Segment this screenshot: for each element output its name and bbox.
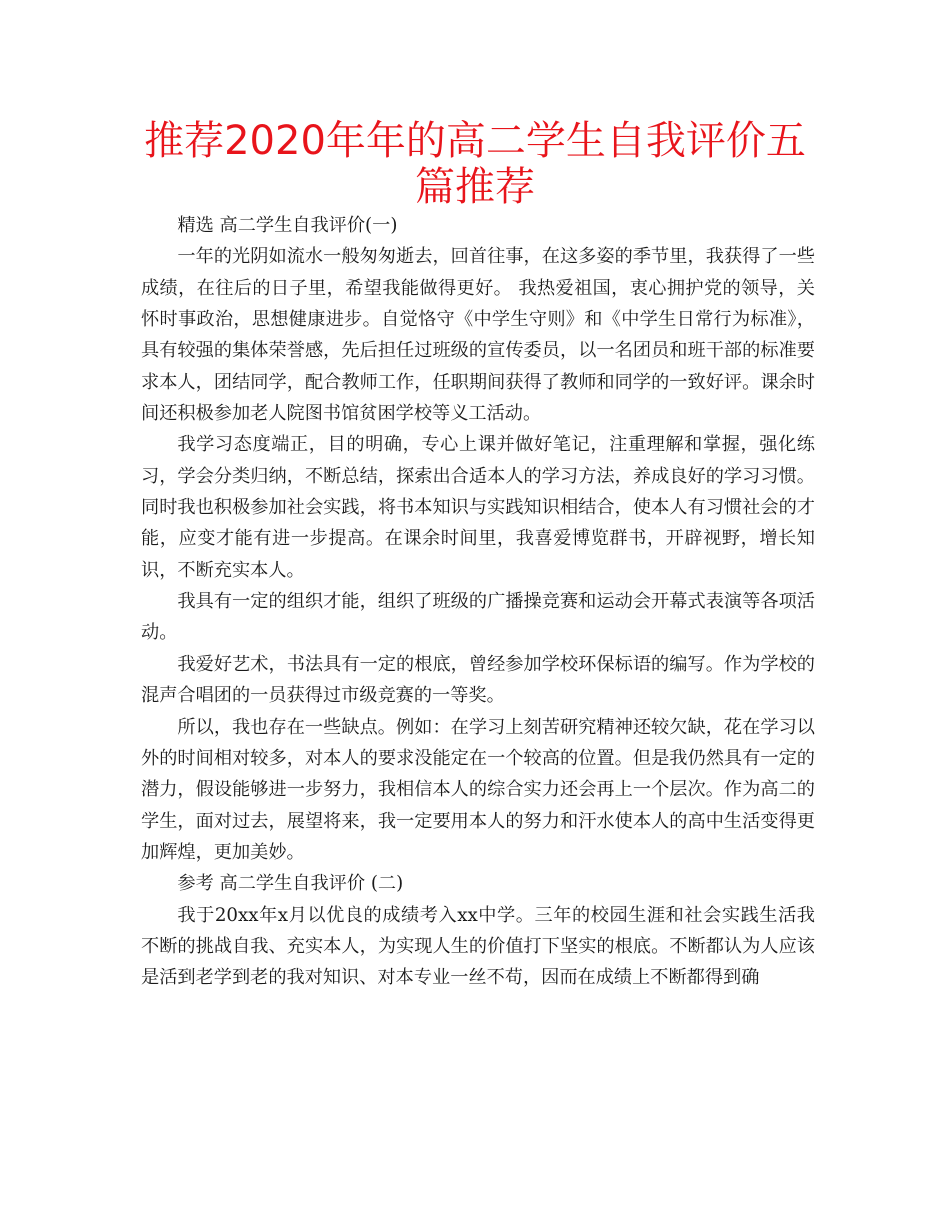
body-paragraph: 我于20xx年x月以优良的成绩考入xx中学。三年的校园生涯和社会实践生活我不断的挑战自我、充实本人，为实现人生的价值打下坚实的根底。不断都认为人应该是活到老学到老的我对知识、对本专业一丝不苟，因而在成绩上不断都得到确 bbox=[141, 904, 815, 989]
body-paragraph: 我爱好艺术，书法具有一定的根底，曾经参加学校环保标语的编写。作为学校的混声合唱团的一员获得过市级竞赛的一等奖。 bbox=[141, 653, 815, 707]
document-body bbox=[141, 210, 815, 994]
body-paragraph: 我具有一定的组织才能，组织了班级的广播操竞赛和运动会开幕式表演等各项活动。 bbox=[141, 591, 815, 644]
document-title: 推荐2020年年的高二学生自我评价五篇推荐 bbox=[144, 118, 806, 210]
body-paragraph: 一年的光阴如流水一般匆匆逝去，回首往事，在这多姿的季节里，我获得了一些成绩，在往后的日子里，希望我能做得更好。 我热爱祖国，衷心拥护党的领导，关怀时事政治，思想健康进步。自觉恪守《中学生守则》和《中学生日常行为标准》，具有较强的集体荣誉感，先后担任过班级的宣传委员，以一名团员和班干部的标准要求本人，团结同学，配合教师工作，任职期间获得了教师和同学的一致好评。课余时间还积极参加老人院图书馆贫困学校等义工活动。 bbox=[141, 246, 815, 425]
section-heading: 参考 高二学生自我评价 (二) bbox=[177, 873, 404, 895]
section-heading: 精选 高二学生自我评价(一) bbox=[177, 215, 398, 236]
body-paragraph: 所以，我也存在一些缺点。例如：在学习上刻苦研究精神还较欠缺，花在学习以外的时间相对较多，对本人的要求没能定在一个较高的位置。但是我仍然具有一定的潜力，假设能够进一步努力，我相信本人的综合实力还会再上一个层次。作为高二的学生，面对过去，展望将来，我一定要用本人的努力和汗水使本人的高中生活变得更加辉煌，更加美妙。 bbox=[141, 716, 815, 863]
body-paragraph: 我学习态度端正，目的明确，专心上课并做好笔记，注重理解和掌握，强化练习，学会分类归纳，不断总结，探索出合适本人的学习方法，养成良好的学习习惯。同时我也积极参加社会实践，将书本知识与实践知识相结合，使本人有习惯社会的才能，应变才能有进一步提高。在课余时间里，我喜爱博览群书，开辟视野，增长知识，不断充实本人。 bbox=[141, 434, 815, 581]
